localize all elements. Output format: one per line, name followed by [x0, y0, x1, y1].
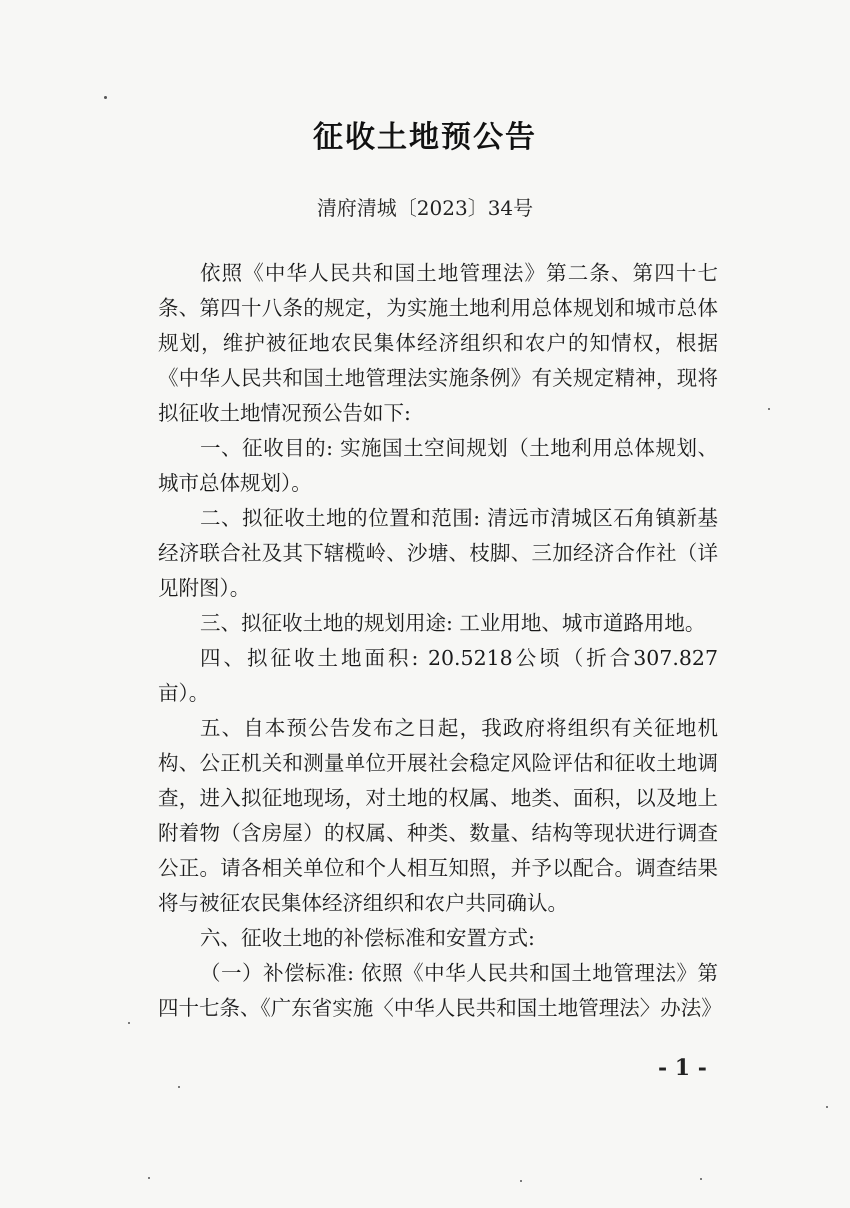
scan-speck [128, 1022, 130, 1024]
scan-speck [178, 1086, 180, 1088]
scan-speck [148, 1177, 150, 1179]
paragraph-purpose: 一、征收目的: 实施国土空间规划（土地利用总体规划、城市总体规划）。 [158, 436, 718, 495]
page-number: - 1 - [658, 1055, 707, 1081]
scan-speck [768, 408, 770, 410]
document-number: 清府清城〔2023〕34号 [316, 196, 534, 220]
paragraph-compensation-heading: 六、征收土地的补偿标准和安置方式: [200, 926, 535, 950]
scan-speck [826, 1106, 828, 1108]
paragraph-compensation-standard: （一）补偿标准: 依照《中华人民共和国土地管理法》第四十七条、《广东省实施〈中华人民共和国土地管理法〉办法》 [158, 961, 722, 1020]
paragraph-survey: 五、自本预公告发布之日起，我政府将组织有关征地机构、公正机关和测量单位开展社会稳定风险评估和征收土地调查，进入拟征地现场，对土地的权属、地类、面积，以及地上附着物（含房屋）的权属、种类、数量、结构等现状进行调查公正。请各相关单位和个人相互知照，并予以配合。调查结果将与被征农民集体经济组织和农户共同确认。 [158, 716, 718, 915]
paragraph-intro: 依照《中华人民共和国土地管理法》第二条、第四十七条、第四十八条的规定，为实施土地利用总体规划和城市总体规划，维护被征地农民集体经济组织和农户的知情权，根据《中华人民共和国土地管理法实施条例》有关规定精神，现将拟征收土地情况预公告如下: [158, 261, 718, 425]
paragraph-location: 二、拟征收土地的位置和范围: 清远市清城区石角镇新基经济联合社及其下辖榄岭、沙塘、枝脚、三加经济合作社（详见附图）。 [158, 506, 718, 600]
scan-speck [700, 1178, 702, 1180]
scan-speck [104, 96, 107, 99]
document-title: 征收土地预公告 [313, 120, 537, 155]
document-body [158, 256, 722, 1026]
paragraph-area: 四、拟征收土地面积: 20.5218公顷（折合307.827亩）。 [158, 646, 718, 705]
paragraph-land-use: 三、拟征收土地的规划用途: 工业用地、城市道路用地。 [200, 611, 706, 635]
scan-speck [520, 1180, 522, 1182]
